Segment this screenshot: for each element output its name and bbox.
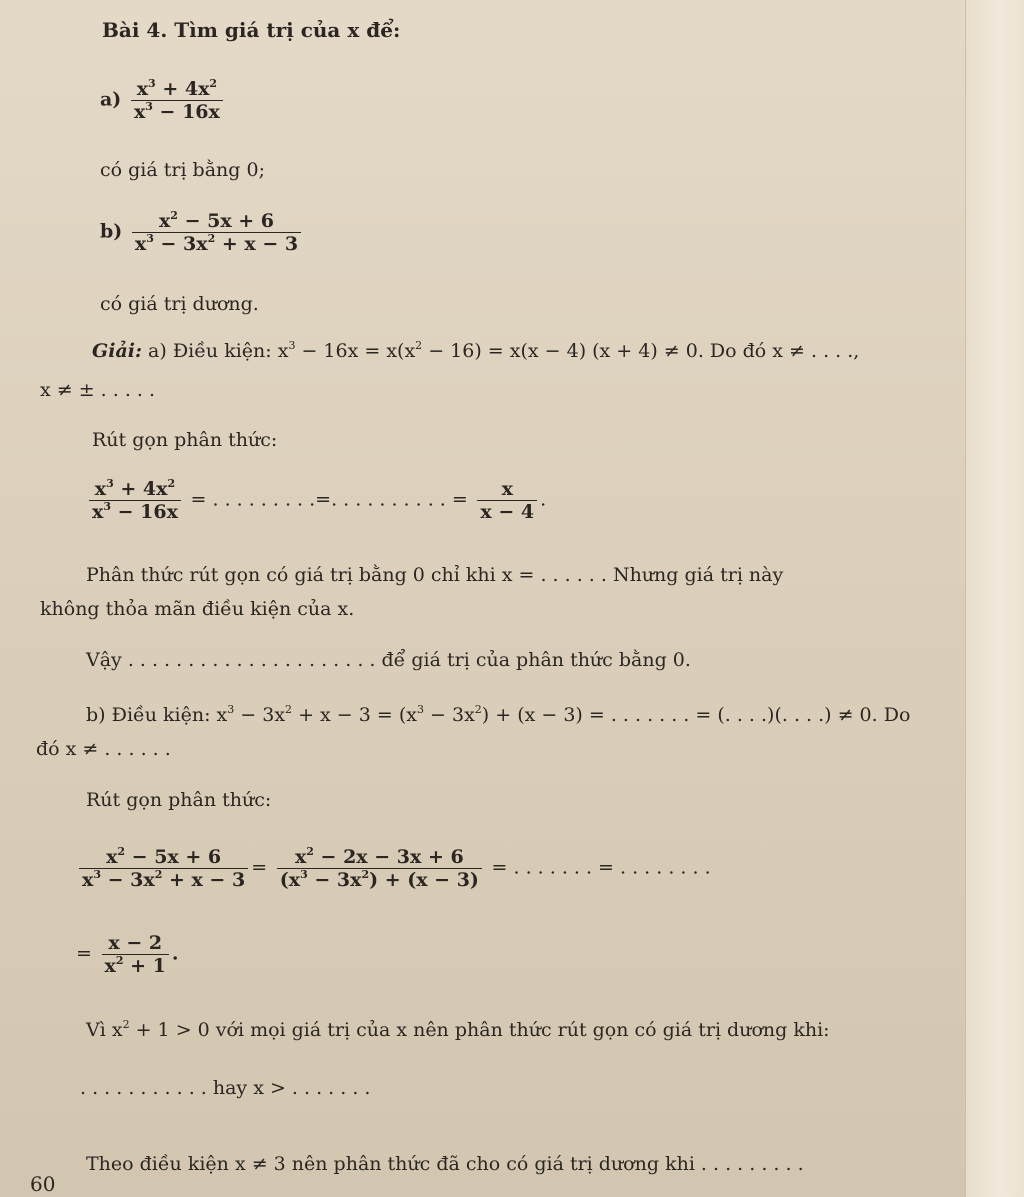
part-a-condition: có giá trị bằng 0; — [100, 159, 265, 181]
exercise-title: Bài 4. Tìm giá trị của x để: — [102, 18, 401, 42]
solution-b-simplify-label: Rút gọn phân thức: — [86, 789, 272, 811]
solution-a-simplify-chain: $\frac{x^3 + 4x^2}{x^3 - 16x}$ = . . . . . . . . .=. . . . . . . . . . = $\frac{x}{x - 4}$ . — [86, 478, 546, 523]
solution-a-zero: Phân thức rút gọn có giá trị bằng 0 chỉ khi x = . . . . . . Nhưng giá trị này — [86, 564, 784, 586]
part-b-condition: có giá trị dương. — [100, 293, 259, 315]
adjacent-page-edge — [965, 0, 1024, 1197]
solution-b-result: = $\frac{x - 2}{x^2 + 1}$ . — [76, 932, 179, 977]
page-number: 60 — [30, 1172, 56, 1196]
solution-a-simplify-label: Rút gọn phân thức: — [92, 429, 278, 451]
solution-b-line2: đó x ≠ . . . . . . — [36, 738, 171, 760]
solution-a-line2: x ≠ ± . . . . . — [40, 379, 156, 401]
part-b: b) $\frac{x^2 - 5x + 6}{x^3 - 3x^2 + x - 3}$ — [100, 210, 304, 255]
solution-b-final: Theo điều kiện x ≠ 3 nên phân thức đã cho có giá trị dương khi . . . . . . . . . — [86, 1153, 804, 1175]
solution-b-simplify-chain: $\frac{x^2 - 5x + 6}{x^3 - 3x^2 + x - 3}$ = $\frac{x^2 - 2x - 3x + 6}{(x^3 - 3x^2) + (x - 3)}$ = . . . . . . . = . . . . . . . . — [76, 846, 711, 891]
solution-b-condition: b) Điều kiện: $x^3 - 3x^2 + x - 3 = (x^3 - 3x^2) + (x - 3)$ = . . . . . . . = (. . . .)(. . . .) ≠ 0. Do — [86, 703, 911, 726]
part-b-fraction: $\frac{x^2 - 5x + 6}{x^3 - 3x^2 + x - 3}$ — [132, 210, 301, 255]
part-a: a) $\frac{x^3 + 4x^2}{x^3 - 16x}$ — [100, 78, 226, 123]
solution-b-positive: . . . . . . . . . . . hay x > . . . . . . . — [80, 1077, 371, 1099]
solution-a-condition: Giải: a) Điều kiện: $x^3 - 16x = x(x^2 - 16) = x(x - 4) (x + 4) \ne 0$. Do đó x ≠ . . . ., — [92, 339, 860, 362]
part-a-fraction: $\frac{x^3 + 4x^2}{x^3 - 16x}$ — [131, 78, 223, 123]
solution-b-reason: Vì $x^2 + 1 > 0$ với mọi giá trị của x nên phân thức rút gọn có giá trị dương khi: — [86, 1018, 830, 1041]
solution-a-zero-2: không thỏa mãn điều kiện của x. — [40, 598, 355, 620]
solution-a-conclusion: Vậy . . . . . . . . . . . . . . . . . . . . . để giá trị của phân thức bằng 0. — [86, 649, 691, 671]
